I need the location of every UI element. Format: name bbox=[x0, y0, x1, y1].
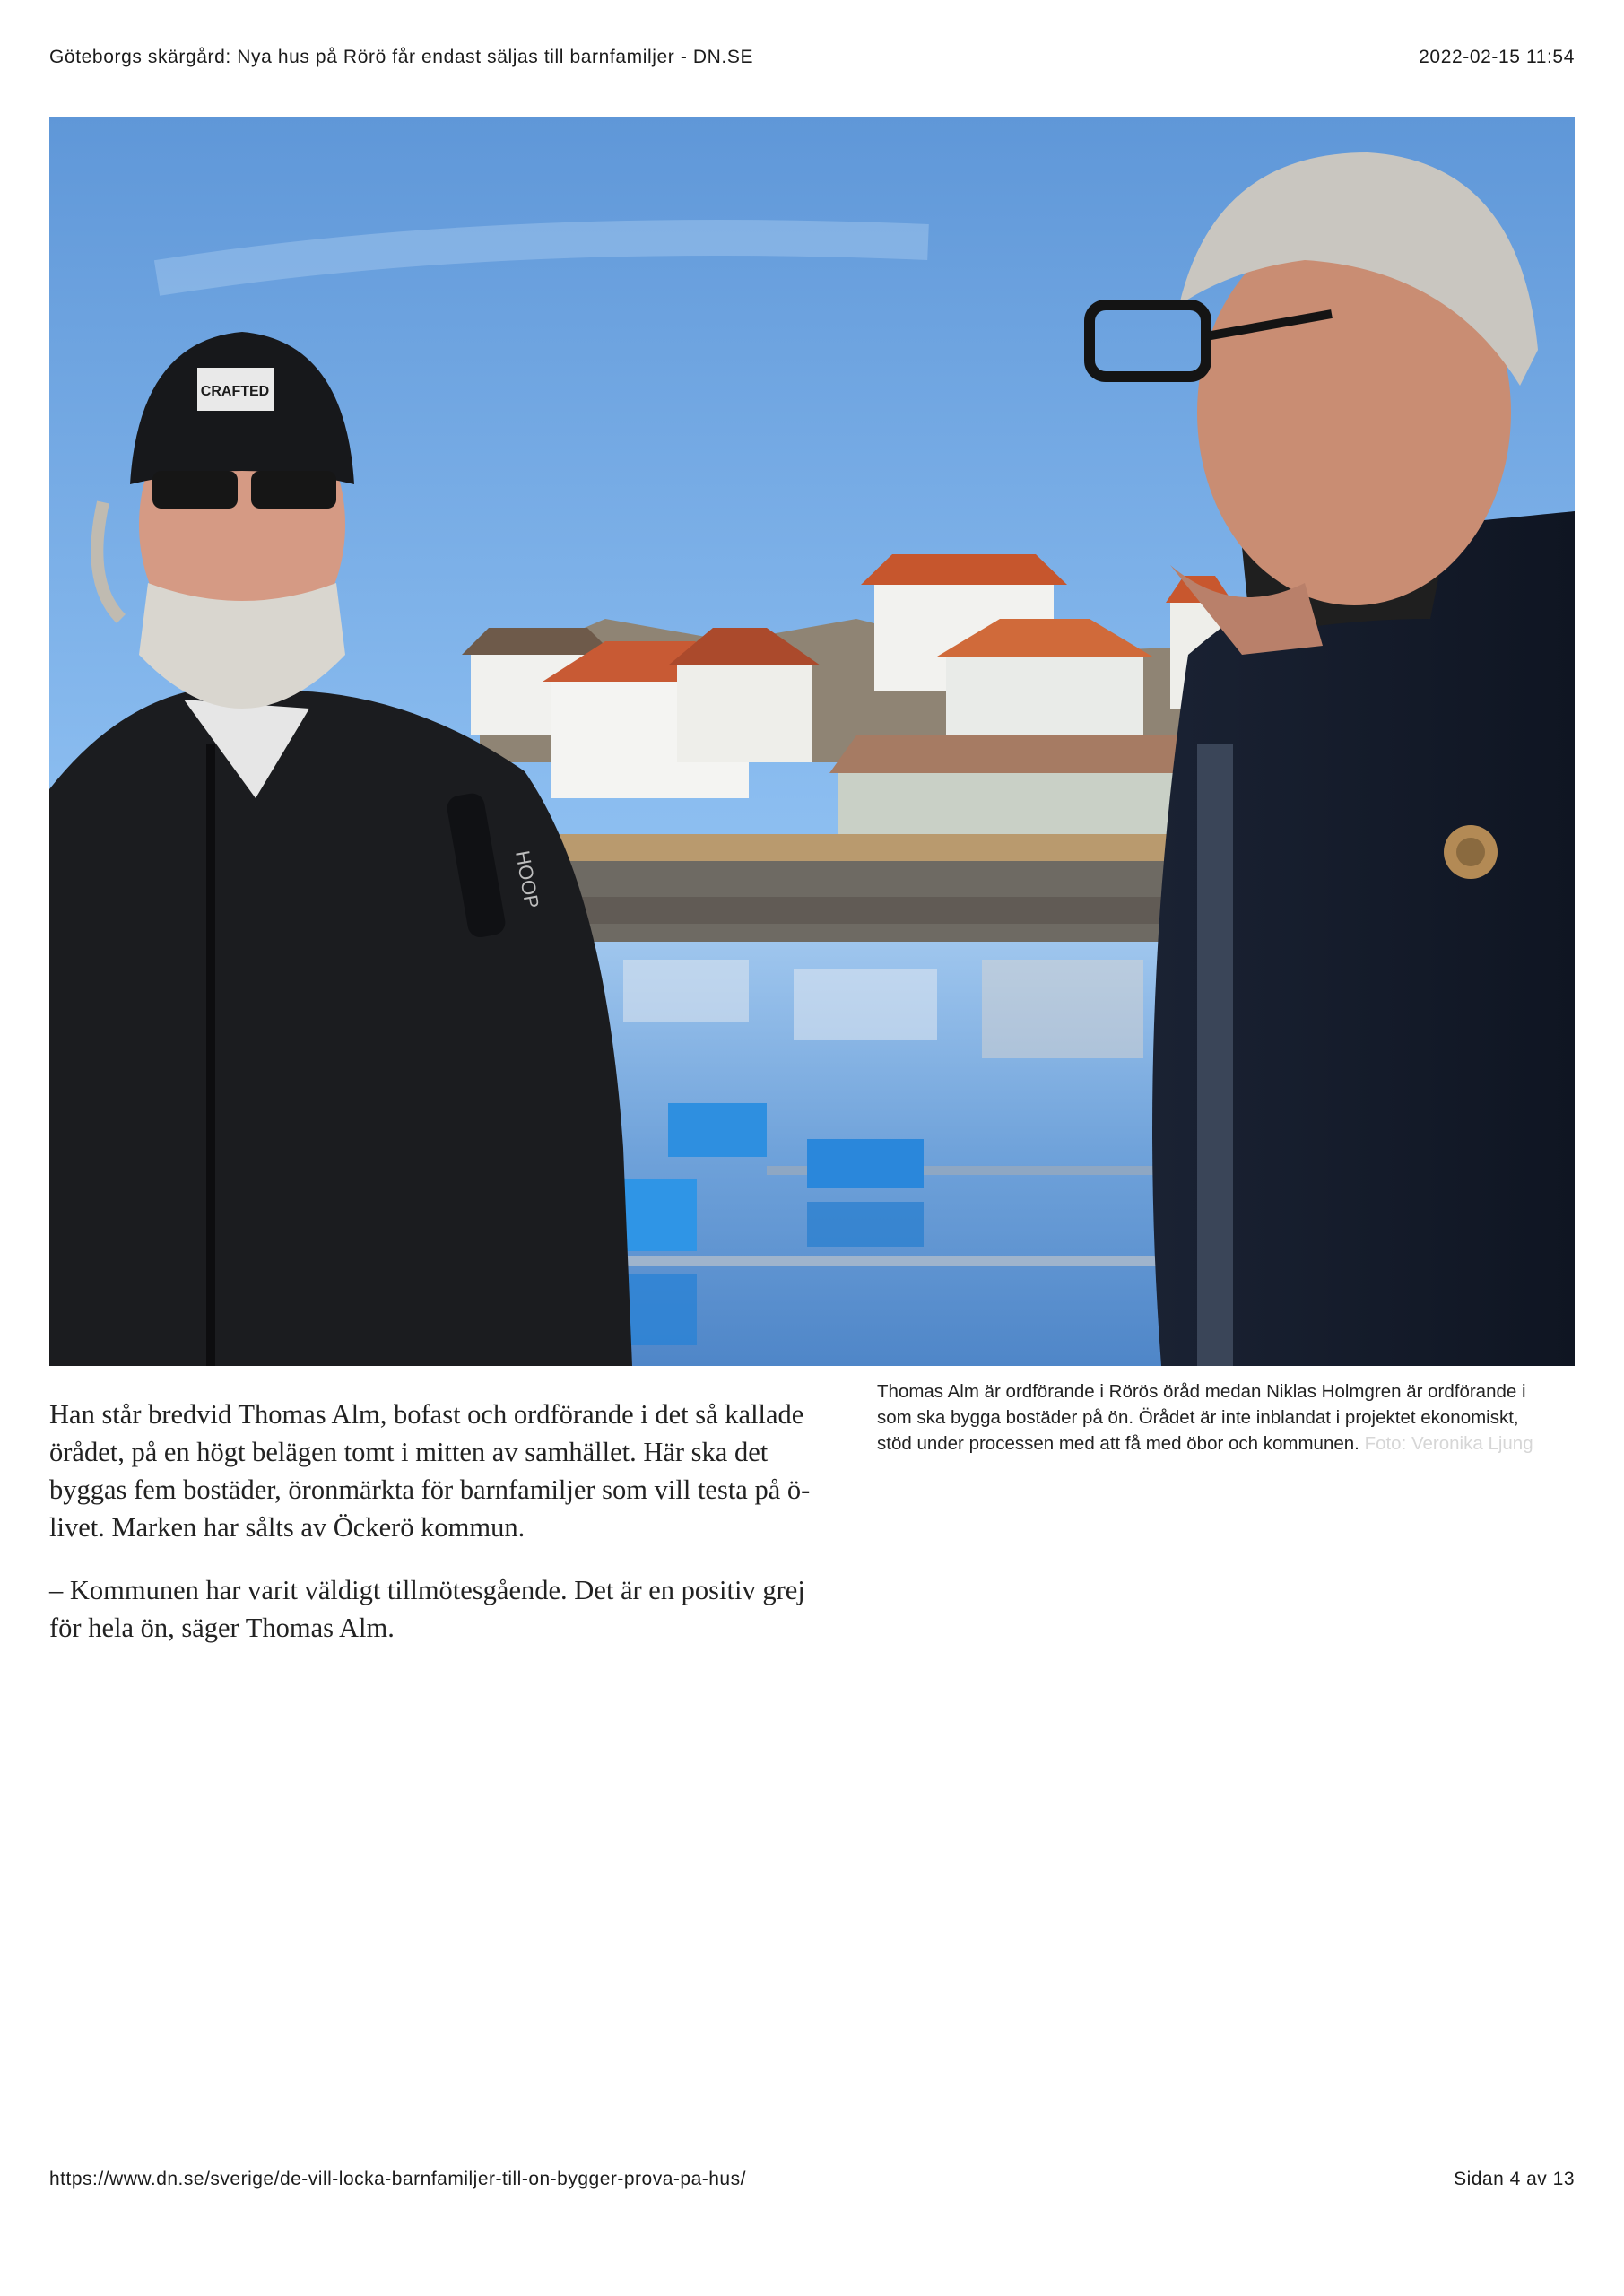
photo-caption bbox=[877, 1378, 1575, 1459]
photo-credit: Foto: Veronika Ljung bbox=[1364, 1433, 1533, 1454]
caption-line: som ska bygga bostäder på ön. Örådet är inte inblandat i projektet ekonomiskt, bbox=[877, 1407, 1519, 1428]
caption-line: stöd under processen med att få med öbor och kommunen. bbox=[877, 1433, 1359, 1454]
caption-line: Thomas Alm är ordförande i Rörös öråd medan Niklas Holmgren är ordförande i bbox=[877, 1381, 1526, 1402]
photo-illustration bbox=[49, 117, 1575, 1366]
page-url: https://www.dn.se/sverige/de-vill-locka-barnfamiljer-till-on-bygger-prova-pa-hus/ bbox=[49, 2169, 746, 2189]
article-paragraph: Han står bredvid Thomas Alm, bofast och ordförande i det så kallade örådet, på en högt belägen tomt i mitten av samhället. Här ska det byggas fem bostäder, öronmärkta för barnfamiljer som vill testa på ö-livet. Marken har sålts av Öckerö kommun. bbox=[49, 1399, 811, 1543]
caption-line-with-credit bbox=[877, 1431, 1575, 1457]
article-photo bbox=[49, 117, 1575, 1366]
hat-label: CRAFTED bbox=[200, 384, 270, 399]
print-header bbox=[49, 47, 1575, 68]
article-body bbox=[49, 1396, 829, 1672]
print-timestamp: 2022-02-15 11:54 bbox=[1419, 47, 1575, 67]
print-footer bbox=[49, 2169, 1575, 2190]
page-number: Sidan 4 av 13 bbox=[1454, 2169, 1575, 2189]
sleeve-label: HOOP bbox=[511, 848, 543, 910]
article-paragraph: – Kommunen har varit väldigt tillmötesgående. Det är en positiv grej för hela ön, säger Thomas Alm. bbox=[49, 1575, 805, 1643]
page-title: Göteborgs skärgård: Nya hus på Rörö får endast säljas till barnfamiljer - DN.SE bbox=[49, 47, 754, 67]
